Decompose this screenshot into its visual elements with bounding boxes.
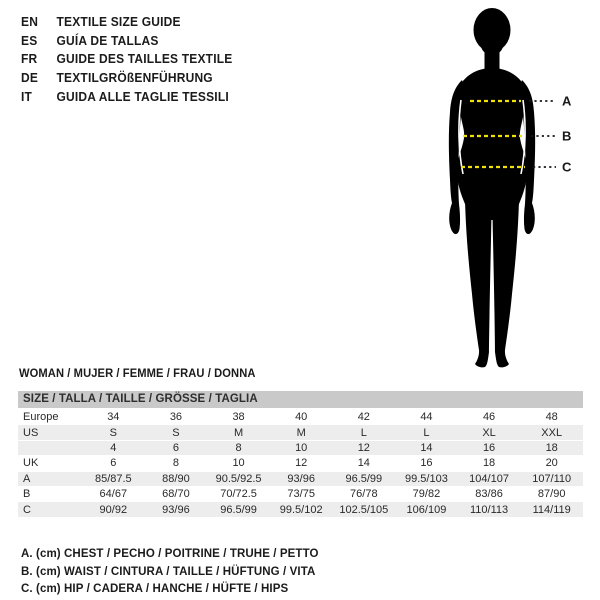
language-code: ES — [21, 33, 38, 48]
language-row-en — [21, 13, 232, 32]
size-cell: 90.5/92.5 — [207, 472, 270, 486]
label-chest-a: A — [562, 93, 572, 109]
size-cell: 96.5/99 — [333, 472, 396, 486]
language-row-es — [21, 32, 232, 51]
row-label: US — [18, 425, 82, 439]
language-title: GUÍA DE TALLAS — [56, 33, 159, 48]
row-label — [18, 441, 82, 455]
language-row-de — [21, 69, 232, 88]
size-cell: 46 — [482, 411, 496, 424]
size-cell: 14 — [357, 457, 370, 470]
table-row — [18, 456, 583, 470]
size-cell: 48 — [545, 411, 558, 424]
size-cell: 99.5/103 — [395, 472, 458, 486]
size-cell: 93/96 — [270, 472, 333, 486]
language-row-it — [21, 87, 232, 106]
section-title-woman: WOMAN / MUJER / FEMME / FRAU / DONNA — [19, 368, 256, 380]
size-cell: M — [270, 425, 333, 439]
table-row — [18, 502, 583, 516]
language-code: DE — [21, 71, 39, 86]
size-cell: 36 — [169, 411, 183, 424]
language-title: TEXTILE SIZE GUIDE — [56, 15, 181, 30]
size-cell: S — [145, 425, 208, 439]
size-cell: XL — [458, 425, 521, 439]
size-cell: 42 — [357, 411, 370, 424]
measurement-note-line: A. (cm) CHEST / PECHO / POITRINE / TRUHE / PETTO — [21, 546, 319, 560]
size-table — [18, 391, 583, 518]
language-row-fr — [21, 50, 232, 69]
size-table-header: SIZE / TALLA / TAILLE / GRÖSSE / TAGLIA — [18, 391, 583, 408]
size-cell: 87/90 — [537, 488, 566, 501]
size-cell: 14 — [395, 441, 458, 455]
size-cell: 90/92 — [82, 502, 145, 516]
table-row — [18, 425, 583, 439]
size-cell: 12 — [333, 441, 396, 455]
table-row — [18, 487, 583, 501]
size-cell: 6 — [110, 457, 117, 470]
language-code: EN — [21, 15, 39, 30]
language-title: GUIDA ALLE TAGLIE TESSILI — [56, 89, 229, 104]
size-cell: 44 — [420, 411, 433, 424]
size-table-grid — [18, 409, 583, 518]
row-label: B — [23, 488, 31, 501]
size-cell: 76/78 — [350, 488, 378, 501]
row-label: C — [18, 502, 82, 516]
size-cell: 34 — [107, 411, 120, 424]
size-cell: 6 — [145, 441, 208, 455]
size-cell: 104/107 — [458, 472, 521, 486]
size-cell: 85/87.5 — [82, 472, 145, 486]
size-cell: 8 — [172, 457, 179, 470]
size-cell: 10 — [270, 441, 333, 455]
size-cell: 79/82 — [412, 488, 441, 501]
size-cell: 102.5/105 — [333, 502, 396, 516]
language-title: TEXTILGRÖßENFÜHRUNG — [56, 71, 213, 86]
size-cell: 70/72.5 — [220, 488, 257, 501]
size-cell: 18 — [520, 441, 583, 455]
size-cell: 64/67 — [99, 488, 128, 501]
size-cell: 114/119 — [520, 502, 583, 516]
language-header — [21, 13, 232, 106]
table-row — [18, 441, 583, 455]
row-label: Europe — [23, 411, 59, 424]
language-code: IT — [21, 89, 33, 104]
language-code: FR — [21, 52, 38, 67]
size-cell: XXL — [520, 425, 583, 439]
size-cell: L — [395, 425, 458, 439]
size-cell: M — [207, 425, 270, 439]
size-cell: 16 — [458, 441, 521, 455]
size-cell: 20 — [545, 457, 558, 470]
size-cell: 83/86 — [475, 488, 503, 501]
measurement-note-line: C. (cm) HIP / CADERA / HANCHE / HÜFTE / HIPS — [21, 581, 289, 596]
measurement-note-line: B. (cm) WAIST / CINTURA / TAILLE / HÜFTUNG / VITA — [21, 563, 316, 578]
size-cell: 12 — [295, 457, 308, 470]
size-cell: S — [82, 425, 145, 439]
measurement-notes — [21, 545, 319, 598]
size-cell: 88/90 — [145, 472, 208, 486]
woman-silhouette — [449, 8, 535, 367]
size-cell: 68/70 — [162, 488, 190, 501]
size-cell: 4 — [82, 441, 145, 455]
size-cell: 40 — [295, 411, 308, 424]
row-label: A — [18, 472, 82, 486]
label-waist-b: B — [562, 128, 572, 144]
size-cell: 99.5/102 — [270, 502, 333, 516]
label-hip-c: C — [562, 159, 572, 175]
row-label: UK — [23, 457, 39, 470]
language-title: GUIDE DES TAILLES TEXTILE — [56, 52, 233, 67]
table-row — [18, 410, 583, 424]
size-cell: 96.5/99 — [207, 502, 270, 516]
size-cell: 107/110 — [520, 472, 583, 486]
size-cell: 93/96 — [145, 502, 208, 516]
woman-silhouette-figure — [425, 4, 600, 370]
size-cell: L — [333, 425, 396, 439]
size-cell: 8 — [207, 441, 270, 455]
size-cell: 10 — [232, 457, 245, 470]
size-cell: 106/109 — [395, 502, 458, 516]
size-cell: 110/113 — [458, 502, 521, 516]
size-cell: 18 — [482, 457, 496, 470]
size-cell: 38 — [232, 411, 245, 424]
size-cell: 16 — [420, 457, 433, 470]
size-cell: 73/75 — [287, 488, 315, 501]
table-row — [18, 472, 583, 486]
